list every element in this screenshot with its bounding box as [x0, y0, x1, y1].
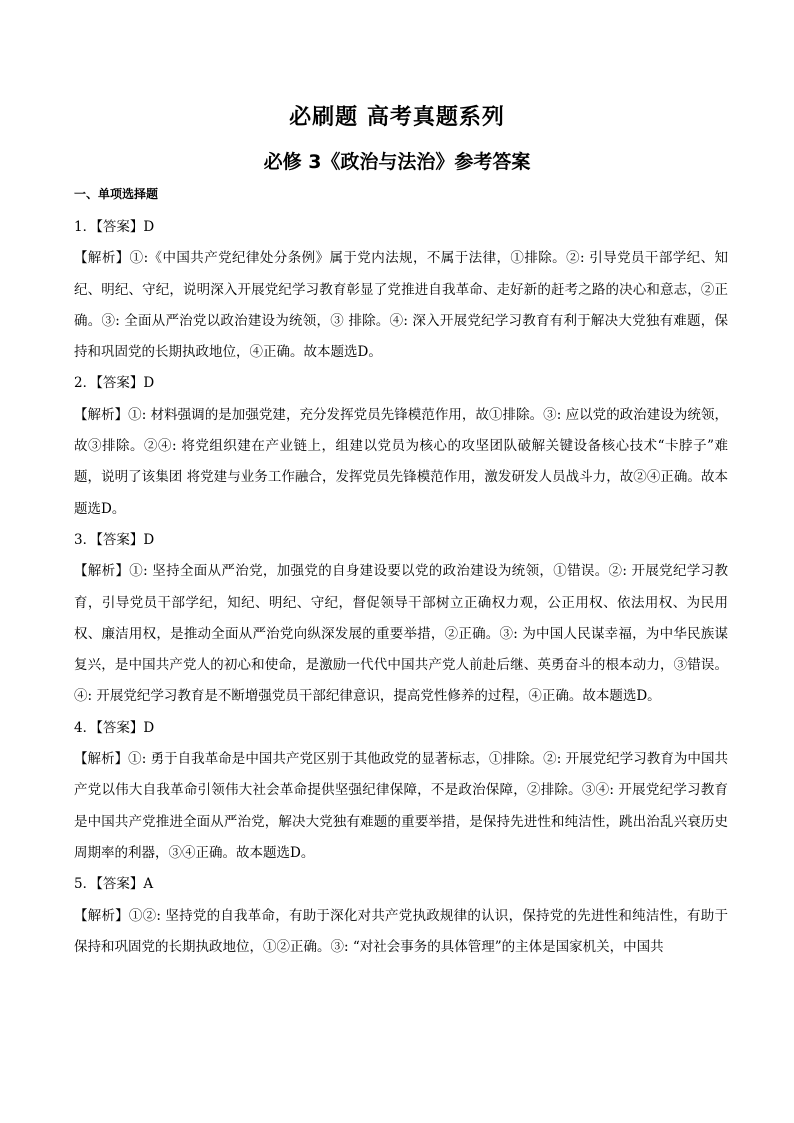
- question-item: [74, 368, 728, 524]
- question-list: [74, 212, 728, 963]
- answer-line: 1．【答案】D: [74, 219, 155, 235]
- analysis-text: 【解析】①: 勇于自我革命是中国共产党区别于其他政党的显著标志，①排除。②: 开展党纪学习教育为中国共产党以伟大自我革命引领伟大社会革命提供坚强纪律保障，不是政治保障，②排除。③④: 开展党纪学习教育是中国共产党推进全面从严治党，解决大党独有难题的重要举措，是保持先进性和纯洁性，跳出治乱兴衰历史周期率的利器，③④正确。故本题选D。: [74, 751, 728, 861]
- analysis-text: 【解析】①:《中国共产党纪律处分条例》属于党内法规，不属于法律，①排除。②: 引导党员干部学纪、知纪、明纪、守纪，说明深入开展党纪学习教育彰显了党推进自我革命、走好新的赶考之路的决心和意志，②正确。③: 全面从严治党以政治建设为统领，③ 排除。④: 深入开展党纪学习教育有利于解决大党独有难题，保持和巩固党的长期执政地位，④正确。故本题选D。: [74, 250, 728, 361]
- answer-line: 3．【答案】D: [74, 531, 155, 548]
- analysis-text: 【解析】①: 材料强调的是加强党建，充分发挥党员先锋模范作用，故①排除。③: 应以党的政治建设为统领，故③排除。②④: 将党组织建在产业链上，组建以党员为核心的攻坚团队破解关键设备核心技术“卡脖子”难题，说明了该集团 将党建与业务工作融合，发挥党员先锋模范作用，激发研发人员战斗力，故②④正确。故本题选D。: [74, 406, 728, 517]
- answer-line: 4．【答案】D: [74, 719, 155, 736]
- analysis-text: 【解析】①: 坚持全面从严治党，加强党的自身建设要以党的政治建设为统领，①错误。②: 开展党纪学习教育，引导党员干部学纪，知纪、明纪、守纪，督促领导干部树立正确权力观，公正用权、依法用权、为民用权、廉洁用权，是推动全面从严治党向纵深发展的重要举措，②正确。③: 为中国人民谋幸福，为中华民族谋复兴，是中国共产党人的初心和使命，是激励一代代中国共产党人前赴后继、英勇奋斗的根本动力，③错误。④: 开展党纪学习教育是不断增强党员干部纪律意识，提高党性修养的过程，④正确。故本题选D。: [74, 563, 728, 705]
- document-title: 必刷题 高考真题系列: [289, 105, 505, 130]
- question-item: [74, 713, 728, 869]
- answer-line: 2．【答案】D: [74, 375, 155, 392]
- question-item: [74, 869, 728, 963]
- question-item: [74, 525, 728, 713]
- section-heading: 一、单项选择题: [74, 187, 159, 201]
- analysis-text: 【解析】①②: 坚持党的自我革命，有助于深化对共产党执政规律的认识，保持党的先进性和纯洁性，有助于保持和巩固党的长期执政地位，①②正确。③: “对社会事务的具体管理”的主体是国家机关，中国共: [74, 907, 728, 955]
- document-subtitle: 必修 3《政治与法治》参考答案: [263, 151, 531, 173]
- question-item: [74, 212, 728, 368]
- answer-line: 5．【答案】A: [74, 876, 154, 893]
